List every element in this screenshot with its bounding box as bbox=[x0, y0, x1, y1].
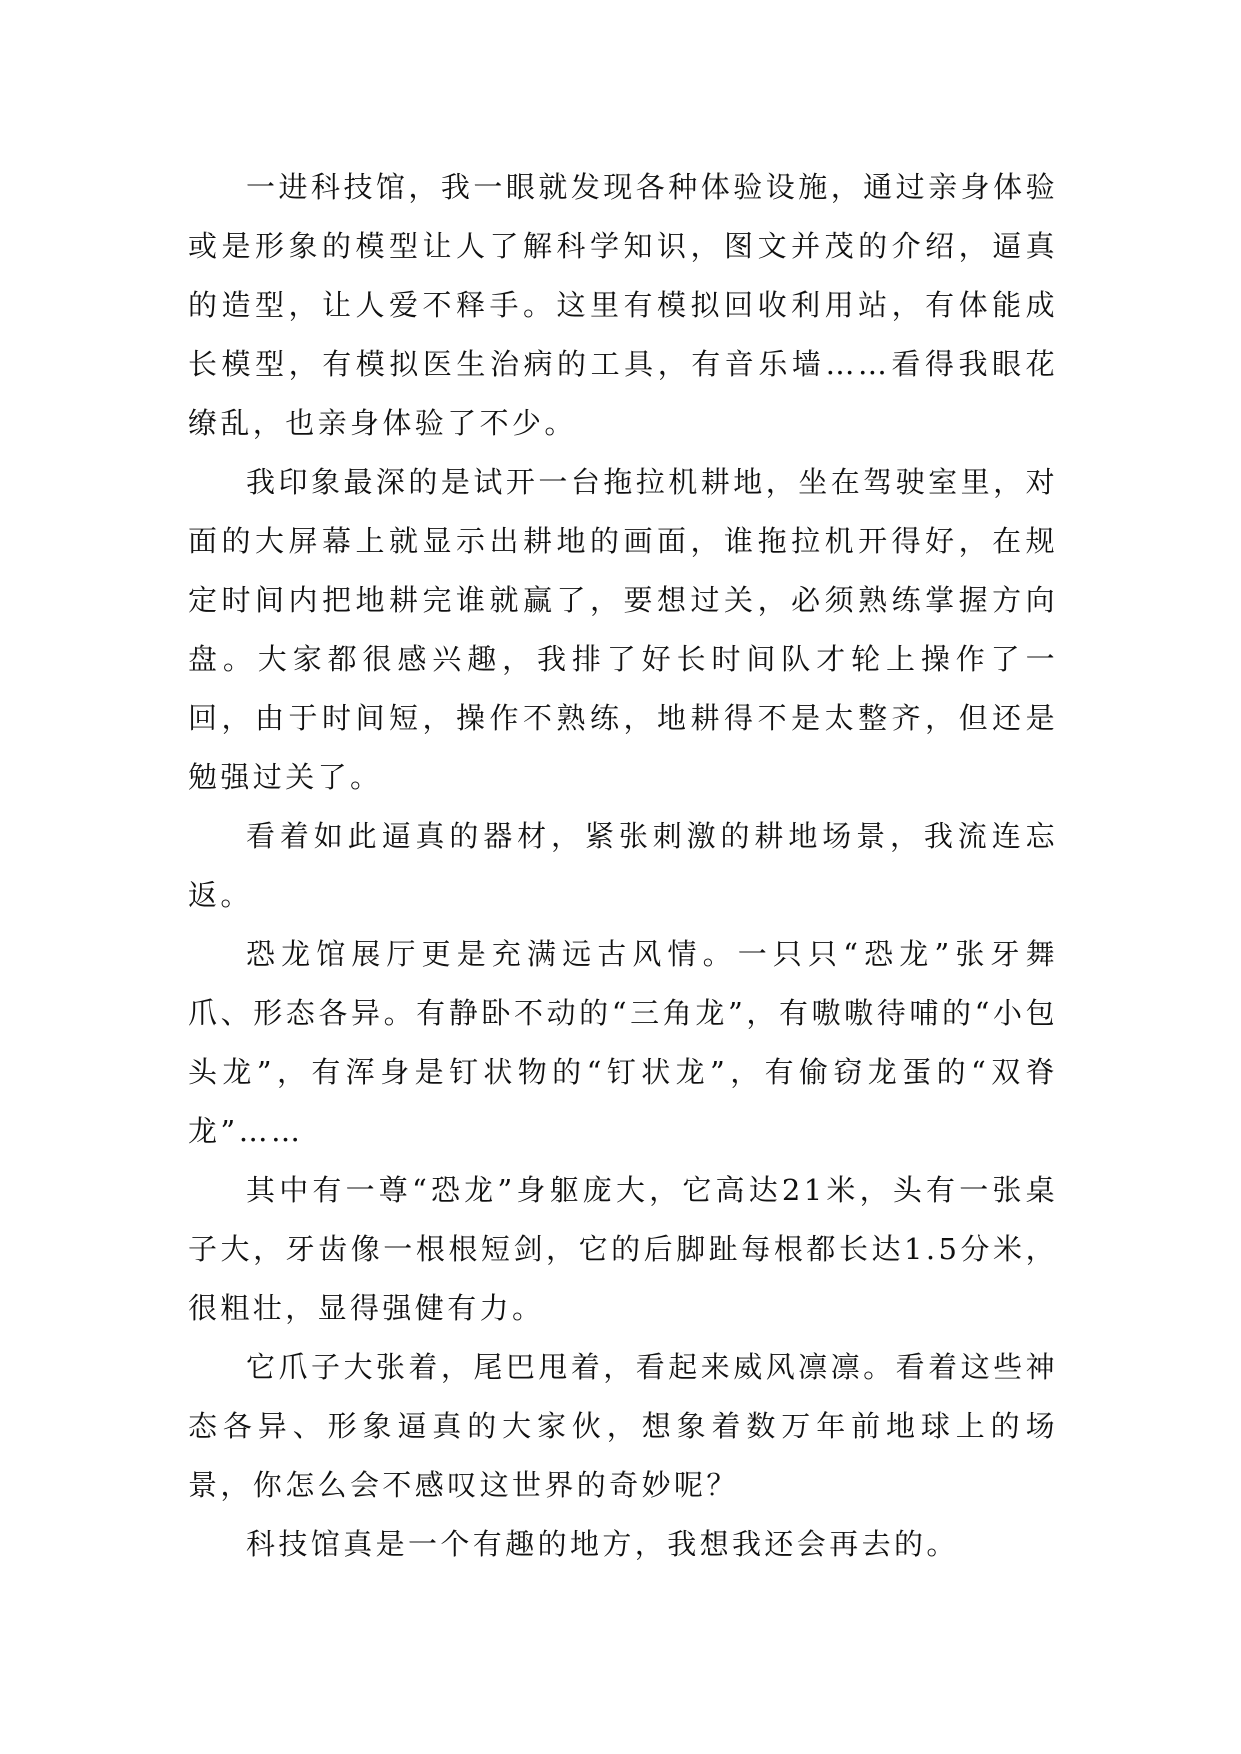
paragraph-6: 它爪子大张着，尾巴甩着，看起来威风凛凛。看着这些神态各异、形象逼真的大家伙，想象着数万年前地球上的场景，你怎么会不感叹这世界的奇妙呢？ bbox=[188, 1350, 1058, 1502]
paragraph-4: 恐龙馆展厅更是充满远古风情。一只只“恐龙”张牙舞爪、形态各异。有静卧不动的“三角龙”，有嗷嗷待哺的“小包头龙”，有浑身是钉状物的“钉状龙”，有偷窃龙蛋的“双脊龙”…… bbox=[188, 937, 1058, 1148]
paragraph-5: 其中有一尊“恐龙”身躯庞大，它高达21米，头有一张桌子大，牙齿像一根根短剑，它的后脚趾每根都长达1.5分米，很粗壮，显得强健有力。 bbox=[188, 1173, 1058, 1325]
paragraph-1: 一进科技馆，我一眼就发现各种体验设施，通过亲身体验或是形象的模型让人了解科学知识，图文并茂的介绍，逼真的造型，让人爱不释手。这里有模拟回收利用站，有体能成长模型，有模拟医生治病的工具，有音乐墙……看得我眼花缭乱，也亲身体验了不少。 bbox=[188, 170, 1058, 440]
paragraph-2: 我印象最深的是试开一台拖拉机耕地，坐在驾驶室里，对面的大屏幕上就显示出耕地的画面，谁拖拉机开得好，在规定时间内把地耕完谁就赢了，要想过关，必须熟练掌握方向盘。大家都很感兴趣，我排了好长时间队才轮上操作了一回，由于时间短，操作不熟练，地耕得不是太整齐，但还是勉强过关了。 bbox=[188, 465, 1058, 794]
paragraph-3: 看着如此逼真的器材，紧张刺激的耕地场景，我流连忘返。 bbox=[188, 819, 1058, 912]
paragraph-7: 科技馆真是一个有趣的地方，我想我还会再去的。 bbox=[246, 1527, 959, 1561]
document-body bbox=[188, 158, 1058, 1574]
